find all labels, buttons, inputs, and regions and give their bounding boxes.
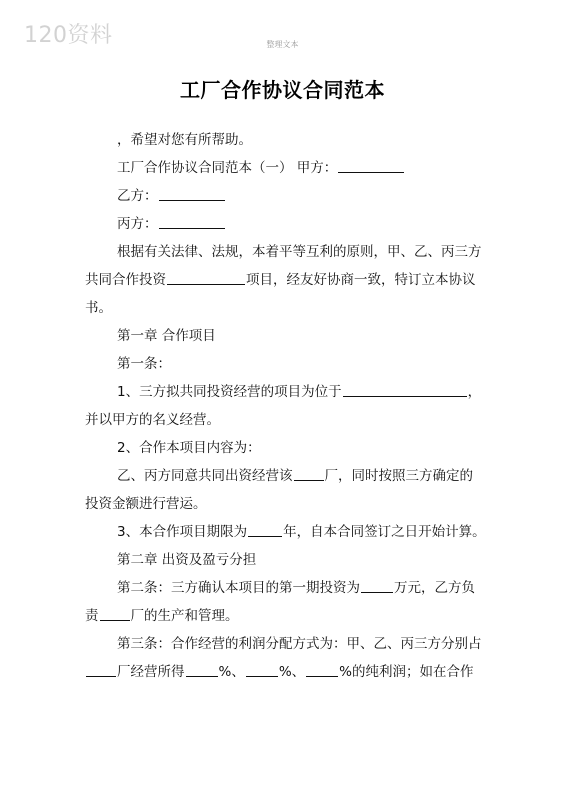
party-c-blank[interactable]	[159, 214, 225, 229]
chapter-2-heading	[85, 546, 490, 574]
party-b-line	[85, 182, 490, 210]
party-a-blank[interactable]	[338, 158, 404, 173]
preamble-text-3: 书。	[85, 300, 112, 316]
item-1-text-b: ，	[467, 384, 482, 400]
party-b-label: 乙方：	[117, 188, 158, 204]
article-1-heading	[85, 350, 490, 378]
profit-factory-blank[interactable]	[86, 662, 116, 677]
project-location-blank[interactable]	[343, 382, 467, 397]
item-2-heading	[85, 434, 490, 462]
article-1-title: 第一条：	[117, 356, 171, 372]
party-b-blank[interactable]	[159, 186, 225, 201]
article-2-text-d: 厂的生产和管理。	[130, 608, 239, 624]
article-2-text-c: 责	[85, 608, 99, 624]
item-2-text-b: 厂，同时按照三方确定的	[324, 468, 473, 484]
header-note: 整理文本	[266, 40, 299, 49]
intro-text: ，希望对您有所帮助。	[117, 132, 252, 148]
preamble-line-1	[85, 238, 490, 266]
document-title: 工厂合作协议合同范本	[180, 78, 385, 102]
party-c-line	[85, 210, 490, 238]
article-3-line-2	[85, 658, 490, 686]
item-3-text-a: 3、本合作项目期限为	[117, 524, 248, 540]
intro-paragraph	[85, 126, 490, 154]
chapter-1-heading	[85, 322, 490, 350]
item-2-text: 2、合作本项目内容为：	[117, 440, 261, 456]
preamble-line-3	[85, 294, 490, 322]
document-body	[85, 126, 490, 686]
watermark-logo: 120资料	[24, 23, 113, 48]
party-c-share-blank[interactable]	[306, 662, 338, 677]
article-2-text-a: 第二条：三方确认本项目的第一期投资为	[117, 580, 360, 596]
managed-factory-blank[interactable]	[100, 606, 130, 621]
article-3-text-d: %、	[278, 664, 306, 680]
article-2-text-b: 万元，乙方负	[394, 580, 475, 596]
article-3-text-e: %的纯利润；如在合作	[339, 664, 474, 680]
article-2-line-1	[85, 574, 490, 602]
party-a-line	[85, 154, 490, 182]
party-a-share-blank[interactable]	[186, 662, 218, 677]
article-3-line-1	[85, 630, 490, 658]
preamble-text-2a: 共同合作投资	[85, 272, 166, 288]
article-3-text-a: 第三条：合作经营的利润分配方式为：甲、乙、丙三方分别占	[117, 636, 482, 652]
item-3-line	[85, 518, 490, 546]
item-2-line-1	[85, 462, 490, 490]
party-c-label: 丙方：	[117, 216, 158, 232]
item-1-line-1	[85, 378, 490, 406]
project-name-blank[interactable]	[167, 270, 245, 285]
item-2-text-c: 投资金额进行营运。	[85, 496, 207, 512]
item-1-text-c: 并以甲方的名义经营。	[85, 412, 220, 428]
party-a-label: 工厂合作协议合同范本（一） 甲方：	[117, 160, 338, 176]
item-3-text-b: 年，自本合同签订之日开始计算。	[283, 524, 486, 540]
chapter-2-title: 第二章 出资及盈亏分担	[117, 552, 257, 568]
article-2-line-2	[85, 602, 490, 630]
chapter-1-title: 第一章 合作项目	[117, 328, 216, 344]
preamble-text-1: 根据有关法律、法规，本着平等互利的原则，甲、乙、丙三方	[117, 244, 482, 260]
item-1-text-a: 1、三方拟共同投资经营的项目为位于	[117, 384, 342, 400]
term-years-blank[interactable]	[248, 522, 282, 537]
item-2-text-a: 乙、丙方同意共同出资经营该	[117, 468, 293, 484]
preamble-text-2b: 项目，经友好协商一致，特订立本协议	[246, 272, 476, 288]
preamble-line-2	[85, 266, 490, 294]
item-1-line-2	[85, 406, 490, 434]
investment-amount-blank[interactable]	[361, 578, 393, 593]
factory-name-blank[interactable]	[294, 466, 324, 481]
item-2-line-2	[85, 490, 490, 518]
article-3-text-c: %、	[218, 664, 245, 680]
party-b-share-blank[interactable]	[246, 662, 278, 677]
article-3-text-b: 厂经营所得	[117, 664, 185, 680]
